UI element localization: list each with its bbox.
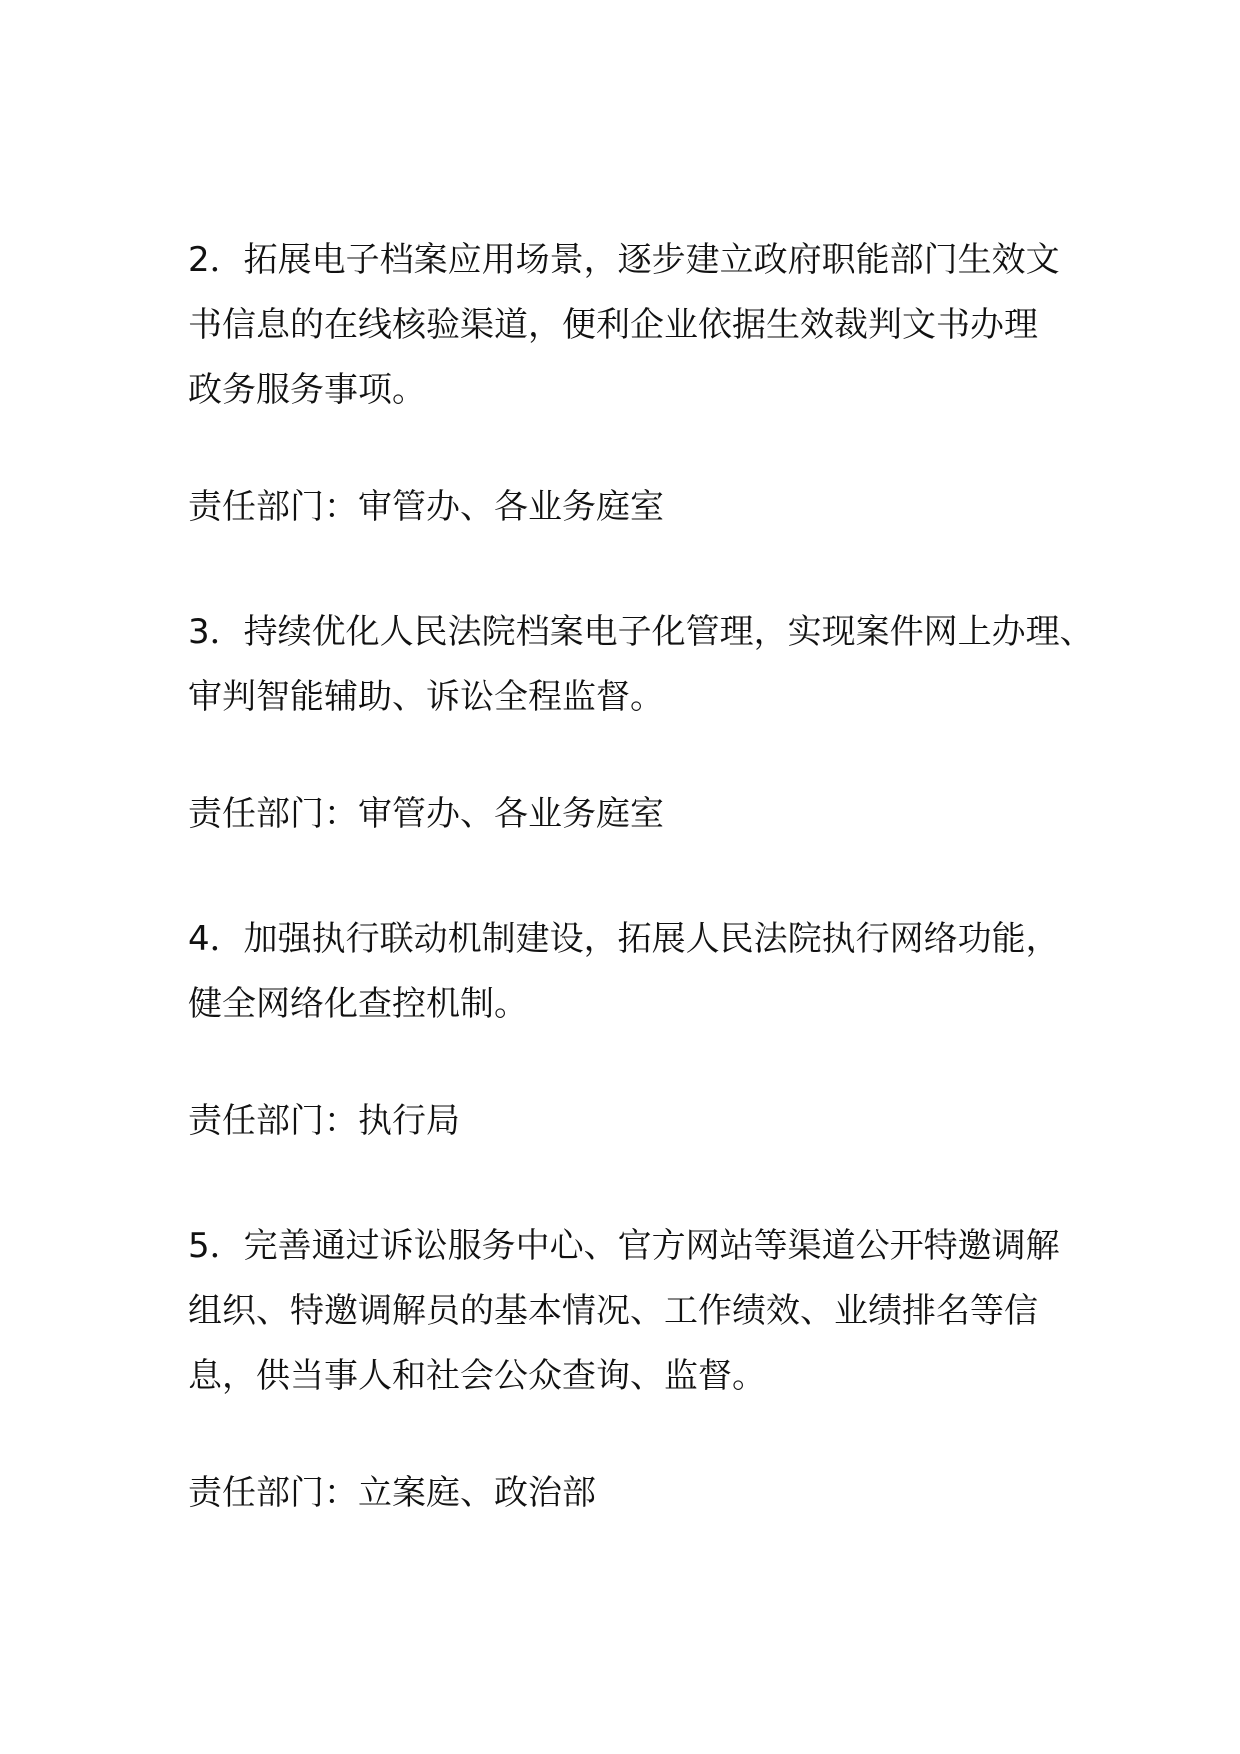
text-line: 政务服务事项。 [188, 370, 426, 410]
text-line: 书信息的在线核验渠道，便利企业依据生效裁判文书办理 [188, 305, 1038, 345]
task-item-2 [188, 228, 1088, 423]
text-line: 4．加强执行联动机制建设，拓展人民法院执行网络功能， [188, 919, 1060, 959]
text-line: 健全网络化查控机制。 [188, 984, 528, 1024]
responsible-department [188, 1089, 1088, 1154]
responsible-department [188, 1461, 1088, 1526]
department-text: 责任部门：审管办、各业务庭室 [188, 487, 664, 527]
text-line: 3．持续优化人民法院档案电子化管理，实现案件网上办理、 [188, 612, 1094, 652]
text-line: 审判智能辅助、诉讼全程监督。 [188, 677, 664, 717]
text-line: 组织、特邀调解员的基本情况、工作绩效、业绩排名等信 [188, 1291, 1038, 1331]
text-line: 5．完善通过诉讼服务中心、官方网站等渠道公开特邀调解 [188, 1226, 1060, 1266]
responsible-department [188, 782, 1088, 847]
task-item-3 [188, 600, 1094, 730]
task-item-5 [188, 1214, 1088, 1409]
task-item-4 [188, 907, 1088, 1037]
text-line: 2．拓展电子档案应用场景，逐步建立政府职能部门生效文 [188, 240, 1060, 280]
responsible-department [188, 475, 1088, 540]
department-text: 责任部门：执行局 [188, 1101, 460, 1141]
department-text: 责任部门：立案庭、政治部 [188, 1473, 596, 1513]
text-line: 息，供当事人和社会公众查询、监督。 [188, 1356, 766, 1396]
department-text: 责任部门：审管办、各业务庭室 [188, 794, 664, 834]
document-page [188, 228, 1094, 1526]
